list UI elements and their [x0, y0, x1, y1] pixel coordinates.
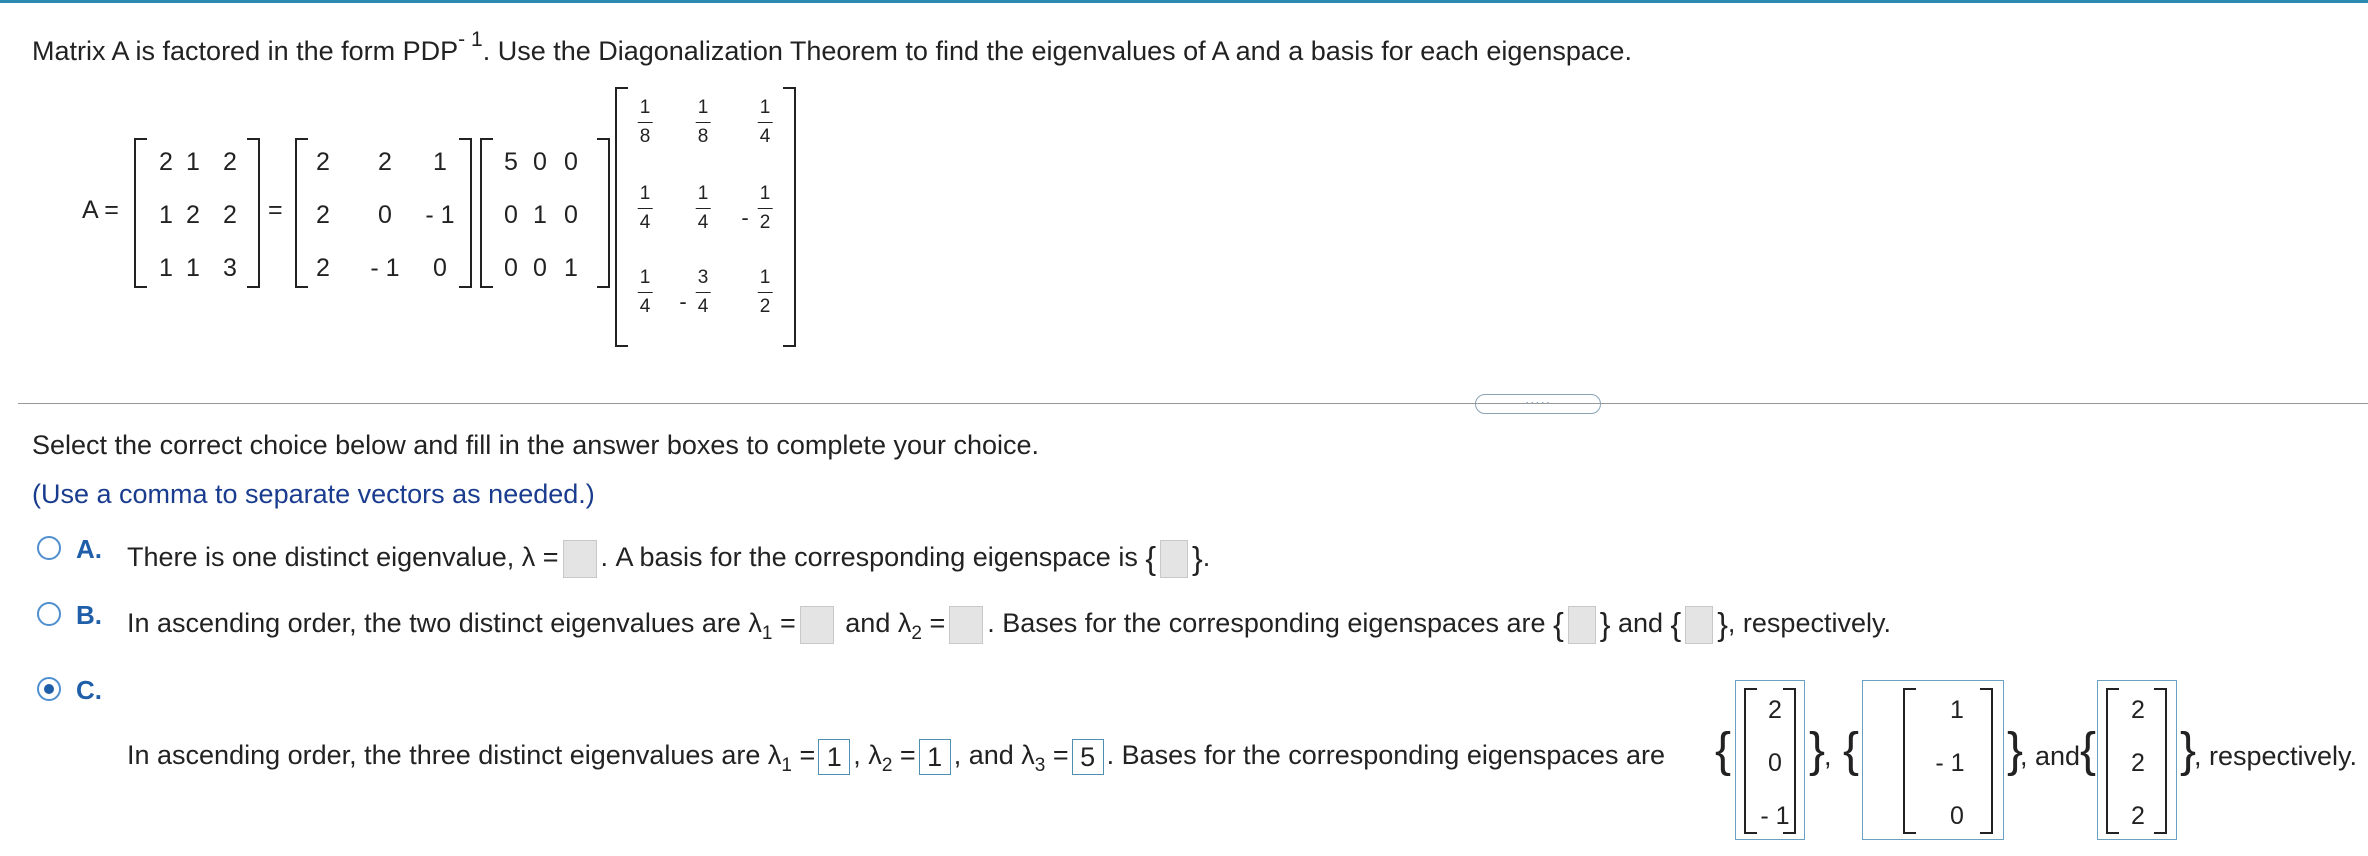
lambda3-answer[interactable]: 5: [1072, 739, 1104, 775]
matrix-pinv-fraction: [696, 97, 711, 148]
matrix-d-entry: 5: [504, 148, 518, 176]
vec3-entry: 2: [2131, 696, 2145, 724]
vec3-open-brace: {: [2080, 724, 2097, 777]
vec3-left-bracket: [2106, 688, 2119, 834]
fraction-bar: [638, 292, 653, 293]
fraction-numerator: 1: [639, 267, 651, 288]
lambda2-answer[interactable]: 1: [919, 739, 951, 775]
fraction-numerator: 1: [639, 97, 651, 118]
matrix-a-entry: 2: [159, 148, 173, 176]
matrix-p-entry: 0: [378, 201, 392, 229]
vec1-entry: - 1: [1760, 802, 1790, 830]
fraction-bar: [696, 208, 711, 209]
matrix-d-right-bracket: [597, 138, 610, 288]
option-b-text: In ascending order, the two distinct eigenvalues are $\lambda_1$ = and $\lambda_2$ = . Bases for the corresponding eigenspaces are { } and { }, respectively.: [127, 606, 1891, 645]
matrix-a-left-bracket: [134, 138, 147, 288]
matrix-p-entry: 1: [433, 148, 447, 176]
vec3-entry: 2: [2131, 749, 2145, 777]
lambda1-answer[interactable]: 1: [818, 739, 850, 775]
matrix-d-entry: 1: [533, 201, 547, 229]
matrix-a-entry: 2: [223, 201, 237, 229]
option-b-radio[interactable]: [37, 602, 61, 626]
matrix-p-entry: - 1: [370, 254, 400, 282]
fraction-bar: [696, 292, 711, 293]
lambda2-input[interactable]: [949, 606, 983, 644]
matrix-p-entry: 0: [433, 254, 447, 282]
matrix-p-entry: 2: [316, 148, 330, 176]
matrix-pinv-left-bracket: [615, 87, 628, 347]
option-c-label: C.: [76, 675, 102, 705]
question-text: Matrix A is factored in the form $PDP^{- 1}$. Use the Diagonalization Theorem to find the eigenvalues of A and a basis for each eigenspace.: [32, 28, 1632, 66]
fraction-numerator: 1: [697, 183, 709, 204]
matrix-d-entry: 1: [564, 254, 578, 282]
vec1-entry: 0: [1768, 749, 1782, 777]
top-accent-bar: [0, 0, 2368, 3]
matrix-a-entry: 1: [159, 201, 173, 229]
fraction-denominator: 4: [697, 296, 709, 317]
equals-sign: =: [268, 196, 283, 224]
option-a-text: There is one distinct eigenvalue, λ = . A basis for the corresponding eigenspace is { }.: [127, 540, 1211, 577]
fraction-bar: [758, 122, 773, 123]
matrix-p-right-bracket: [459, 138, 472, 288]
matrix-a-entry: 1: [186, 254, 200, 282]
matrix-p-entry: - 1: [425, 201, 455, 229]
matrix-pinv-fraction: [638, 267, 653, 318]
matrix-d-entry: 0: [533, 254, 547, 282]
matrix-pinv-fraction: [758, 97, 773, 148]
minus-sign: -: [741, 205, 749, 230]
option-c-text: In ascending order, the three distinct eigenvalues are $\lambda_1 = 1$ , $\lambda_2 = 1$ , and $\lambda_3 = 5$ . Bases for the corresponding eigenspaces are: [127, 740, 1665, 777]
matrix-p-entry: 2: [316, 201, 330, 229]
respectively-text: , respectively.: [2194, 741, 2358, 771]
basis-input[interactable]: [1160, 540, 1188, 578]
matrix-d-entry: 0: [504, 254, 518, 282]
matrix-a-right-bracket: [247, 138, 260, 288]
fraction-numerator: 3: [697, 267, 709, 288]
fraction-numerator: 1: [759, 183, 771, 204]
matrix-pinv-fraction: [638, 183, 653, 234]
matrix-pinv-fraction: [696, 267, 711, 318]
fraction-denominator: 8: [639, 126, 651, 147]
section-divider: [18, 403, 2368, 404]
fraction-bar: [638, 122, 653, 123]
vec2-left-bracket: [1903, 688, 1916, 834]
vec1-close-brace: }: [1809, 724, 1826, 777]
vec2-entry: 0: [1950, 802, 1964, 830]
fraction-bar: [758, 208, 773, 209]
vec2-open-brace: {: [1843, 724, 1860, 777]
lambda1-input[interactable]: [800, 606, 834, 644]
matrix-d-entry: 0: [504, 201, 518, 229]
fraction-denominator: 4: [639, 296, 651, 317]
vec-separator: ,: [1824, 741, 1832, 771]
vec1-left-bracket: [1744, 688, 1757, 834]
matrix-d-entry: 0: [564, 201, 578, 229]
matrix-a-entry: 2: [223, 148, 237, 176]
fraction-numerator: 1: [759, 97, 771, 118]
vec3-entry: 2: [2131, 802, 2145, 830]
vec3-close-brace: }: [2180, 724, 2197, 777]
fraction-denominator: 2: [759, 296, 771, 317]
matrix-d-left-bracket: [480, 138, 493, 288]
fraction-denominator: 4: [697, 212, 709, 233]
vec1-open-brace: {: [1715, 724, 1732, 777]
minus-sign: -: [679, 289, 687, 314]
option-a-label: A.: [76, 534, 102, 564]
instruction-hint: (Use a comma to separate vectors as needed.): [32, 479, 595, 509]
lhs-label: A =: [82, 196, 119, 224]
matrix-pinv-fraction: [758, 183, 773, 234]
vec1-entry: 2: [1768, 696, 1782, 724]
matrix-a-entry: 1: [186, 148, 200, 176]
fraction-denominator: 8: [697, 126, 709, 147]
fraction-bar: [758, 292, 773, 293]
matrix-p-entry: 2: [378, 148, 392, 176]
matrix-pinv-fraction: [638, 97, 653, 148]
eigenvalue-input[interactable]: [563, 540, 597, 578]
vec2-close-brace: }: [2007, 724, 2024, 777]
matrix-a-entry: 2: [186, 201, 200, 229]
instruction-text: Select the correct choice below and fill in the answer boxes to complete your choice.: [32, 430, 1040, 460]
matrix-pinv-fraction: [758, 267, 773, 318]
vec2-entry: 1: [1950, 696, 1964, 724]
option-c-radio[interactable]: [37, 677, 61, 701]
matrix-a-entry: 1: [159, 254, 173, 282]
fraction-denominator: 4: [759, 126, 771, 147]
matrix-d-entry: 0: [564, 148, 578, 176]
fraction-numerator: 1: [697, 97, 709, 118]
option-b-label: B.: [76, 600, 102, 630]
vec2-right-bracket: [1980, 688, 1993, 834]
matrix-p-entry: 2: [316, 254, 330, 282]
option-a-radio[interactable]: [37, 536, 61, 560]
matrix-pinv-fraction: [696, 183, 711, 234]
matrix-pinv-right-bracket: [783, 87, 796, 347]
matrix-p-left-bracket: [295, 138, 308, 288]
and-text: , and: [2020, 741, 2081, 771]
expand-more-button[interactable]: .....: [1475, 394, 1601, 414]
matrix-d-entry: 0: [533, 148, 547, 176]
matrix-a-entry: 3: [223, 254, 237, 282]
fraction-numerator: 1: [759, 267, 771, 288]
basis1-input[interactable]: [1568, 606, 1596, 644]
fraction-bar: [696, 122, 711, 123]
fraction-denominator: 2: [759, 212, 771, 233]
vec2-entry: - 1: [1935, 749, 1965, 777]
basis2-input[interactable]: [1685, 606, 1713, 644]
fraction-numerator: 1: [639, 183, 651, 204]
fraction-denominator: 4: [639, 212, 651, 233]
vec3-right-bracket: [2154, 688, 2167, 834]
fraction-bar: [638, 208, 653, 209]
